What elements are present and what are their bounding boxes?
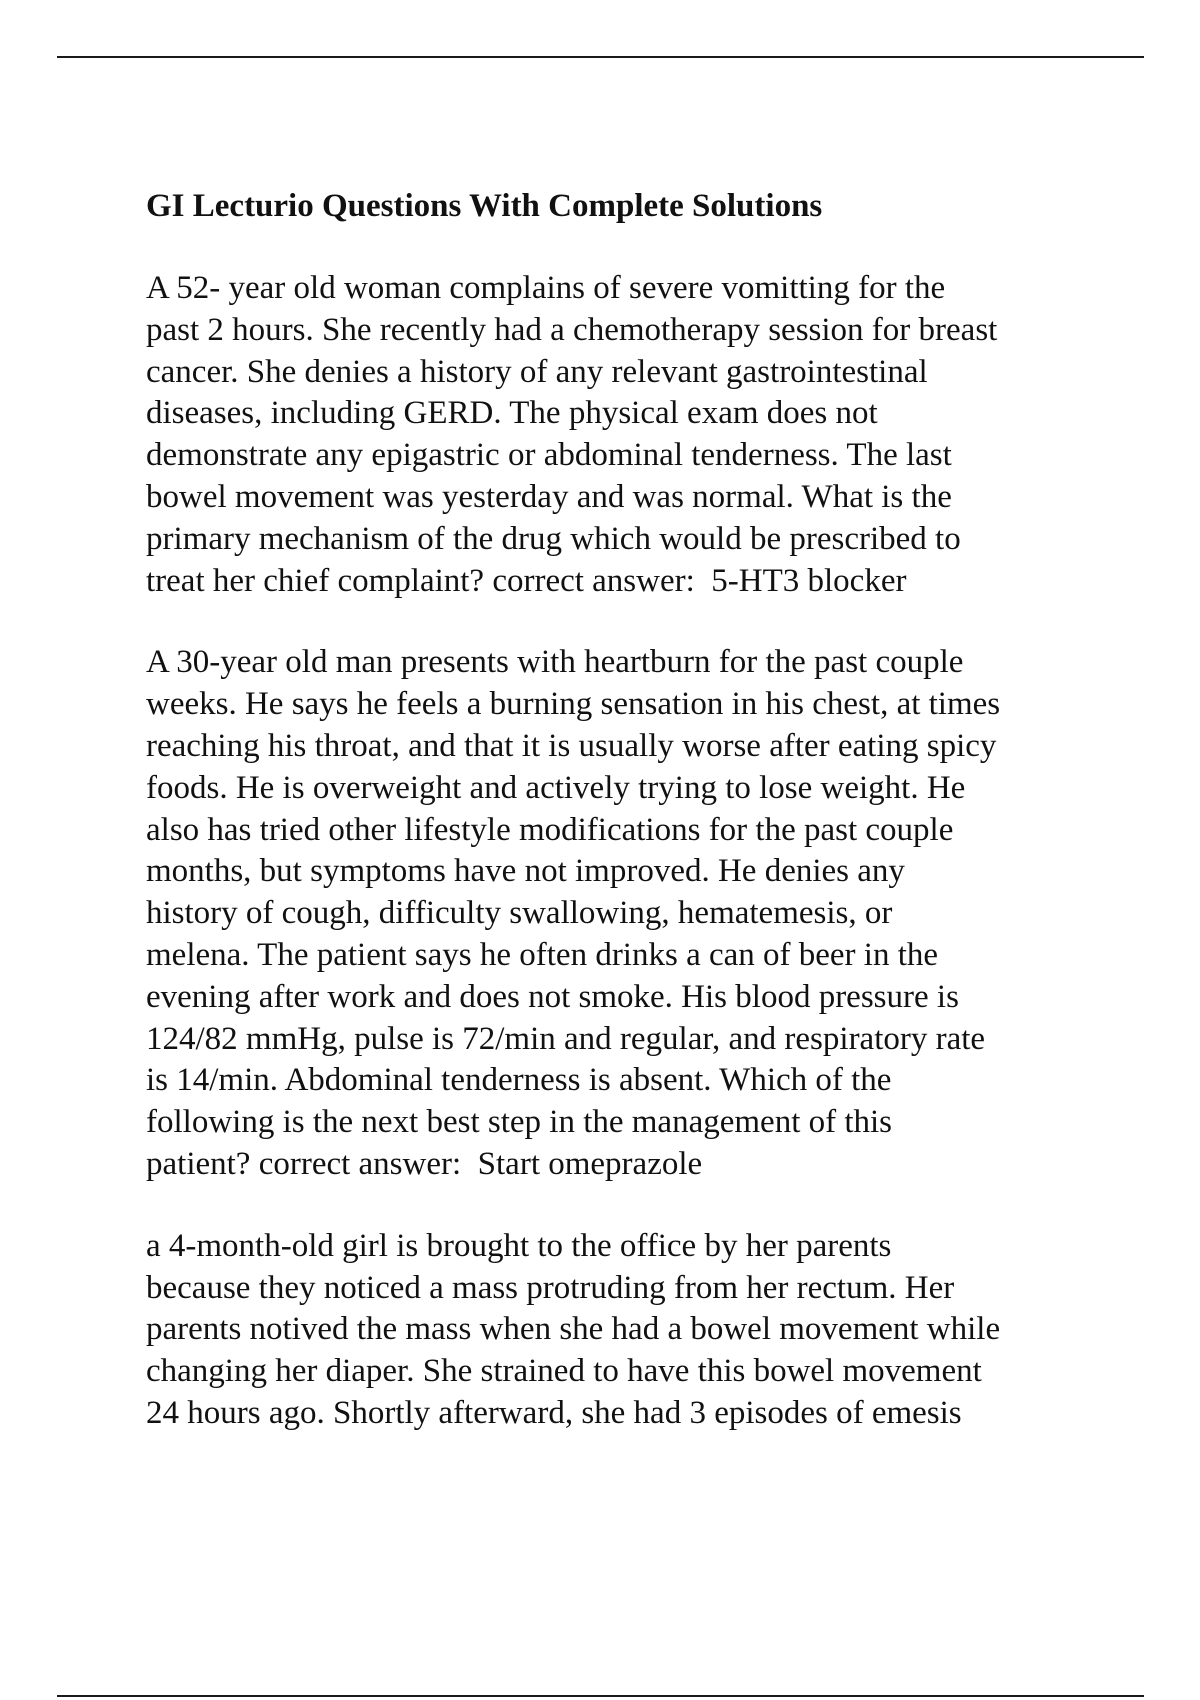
top-horizontal-rule xyxy=(57,56,1144,58)
question-1-line: cancer. She denies a history of any relevant gastrointestinal xyxy=(146,353,928,390)
question-1-line: primary mechanism of the drug which would be prescribed to xyxy=(146,520,961,557)
question-3-line: 24 hours ago. Shortly afterward, she had 3 episodes of emesis xyxy=(146,1394,962,1431)
question-2-line: following is the next best step in the management of this xyxy=(146,1104,893,1141)
question-1-line: diseases, including GERD. The physical exam does not xyxy=(146,395,878,432)
question-3-line: because they noticed a mass protruding from her rectum. Her xyxy=(146,1269,955,1306)
question-1-line: A 52- year old woman complains of severe vomitting for the xyxy=(146,270,946,306)
question-3-line: changing her diaper. She strained to have this bowel movement xyxy=(146,1353,982,1390)
question-2-line: reaching his throat, and that it is usually worse after eating spicy xyxy=(146,727,997,764)
question-2-line: patient? correct answer: Start omeprazole xyxy=(146,1145,703,1182)
question-2-line: evening after work and does not smoke. His blood pressure is xyxy=(146,978,959,1015)
question-1 xyxy=(146,268,1106,602)
question-2 xyxy=(146,642,1106,1185)
document-body xyxy=(146,186,1106,1475)
question-2-line: weeks. He says he feels a burning sensation in his chest, at times xyxy=(146,686,1001,723)
question-1-line: bowel movement was yesterday and was normal. What is the xyxy=(146,478,952,515)
question-2-line: history of cough, difficulty swallowing, hematemesis, or xyxy=(146,895,893,932)
question-2-line: A 30-year old man presents with heartburn for the past couple xyxy=(146,644,964,681)
question-2-line: is 14/min. Abdominal tenderness is absent. Which of the xyxy=(146,1062,892,1099)
question-3-line: a 4-month-old girl is brought to the office by her parents xyxy=(146,1227,892,1264)
question-2-line: 124/82 mmHg, pulse is 72/min and regular, and respiratory rate xyxy=(146,1020,986,1057)
bottom-horizontal-rule xyxy=(57,1695,1144,1697)
question-1-line: treat her chief complaint? correct answer: 5-HT3 blocker xyxy=(146,562,907,599)
question-3 xyxy=(146,1226,1106,1435)
question-3-line: parents notived the mass when she had a bowel movement while xyxy=(146,1311,1001,1348)
question-1-line: past 2 hours. She recently had a chemotherapy session for breast xyxy=(146,311,998,348)
document-title: GI Lecturio Questions With Complete Solutions xyxy=(146,188,823,224)
question-2-line: melena. The patient says he often drinks a can of beer in the xyxy=(146,936,939,973)
question-2-line: foods. He is overweight and actively trying to lose weight. He xyxy=(146,769,966,806)
question-2-line: months, but symptoms have not improved. He denies any xyxy=(146,853,905,890)
question-2-line: also has tried other lifestyle modifications for the past couple xyxy=(146,811,954,848)
question-1-line: demonstrate any epigastric or abdominal tenderness. The last xyxy=(146,437,952,474)
